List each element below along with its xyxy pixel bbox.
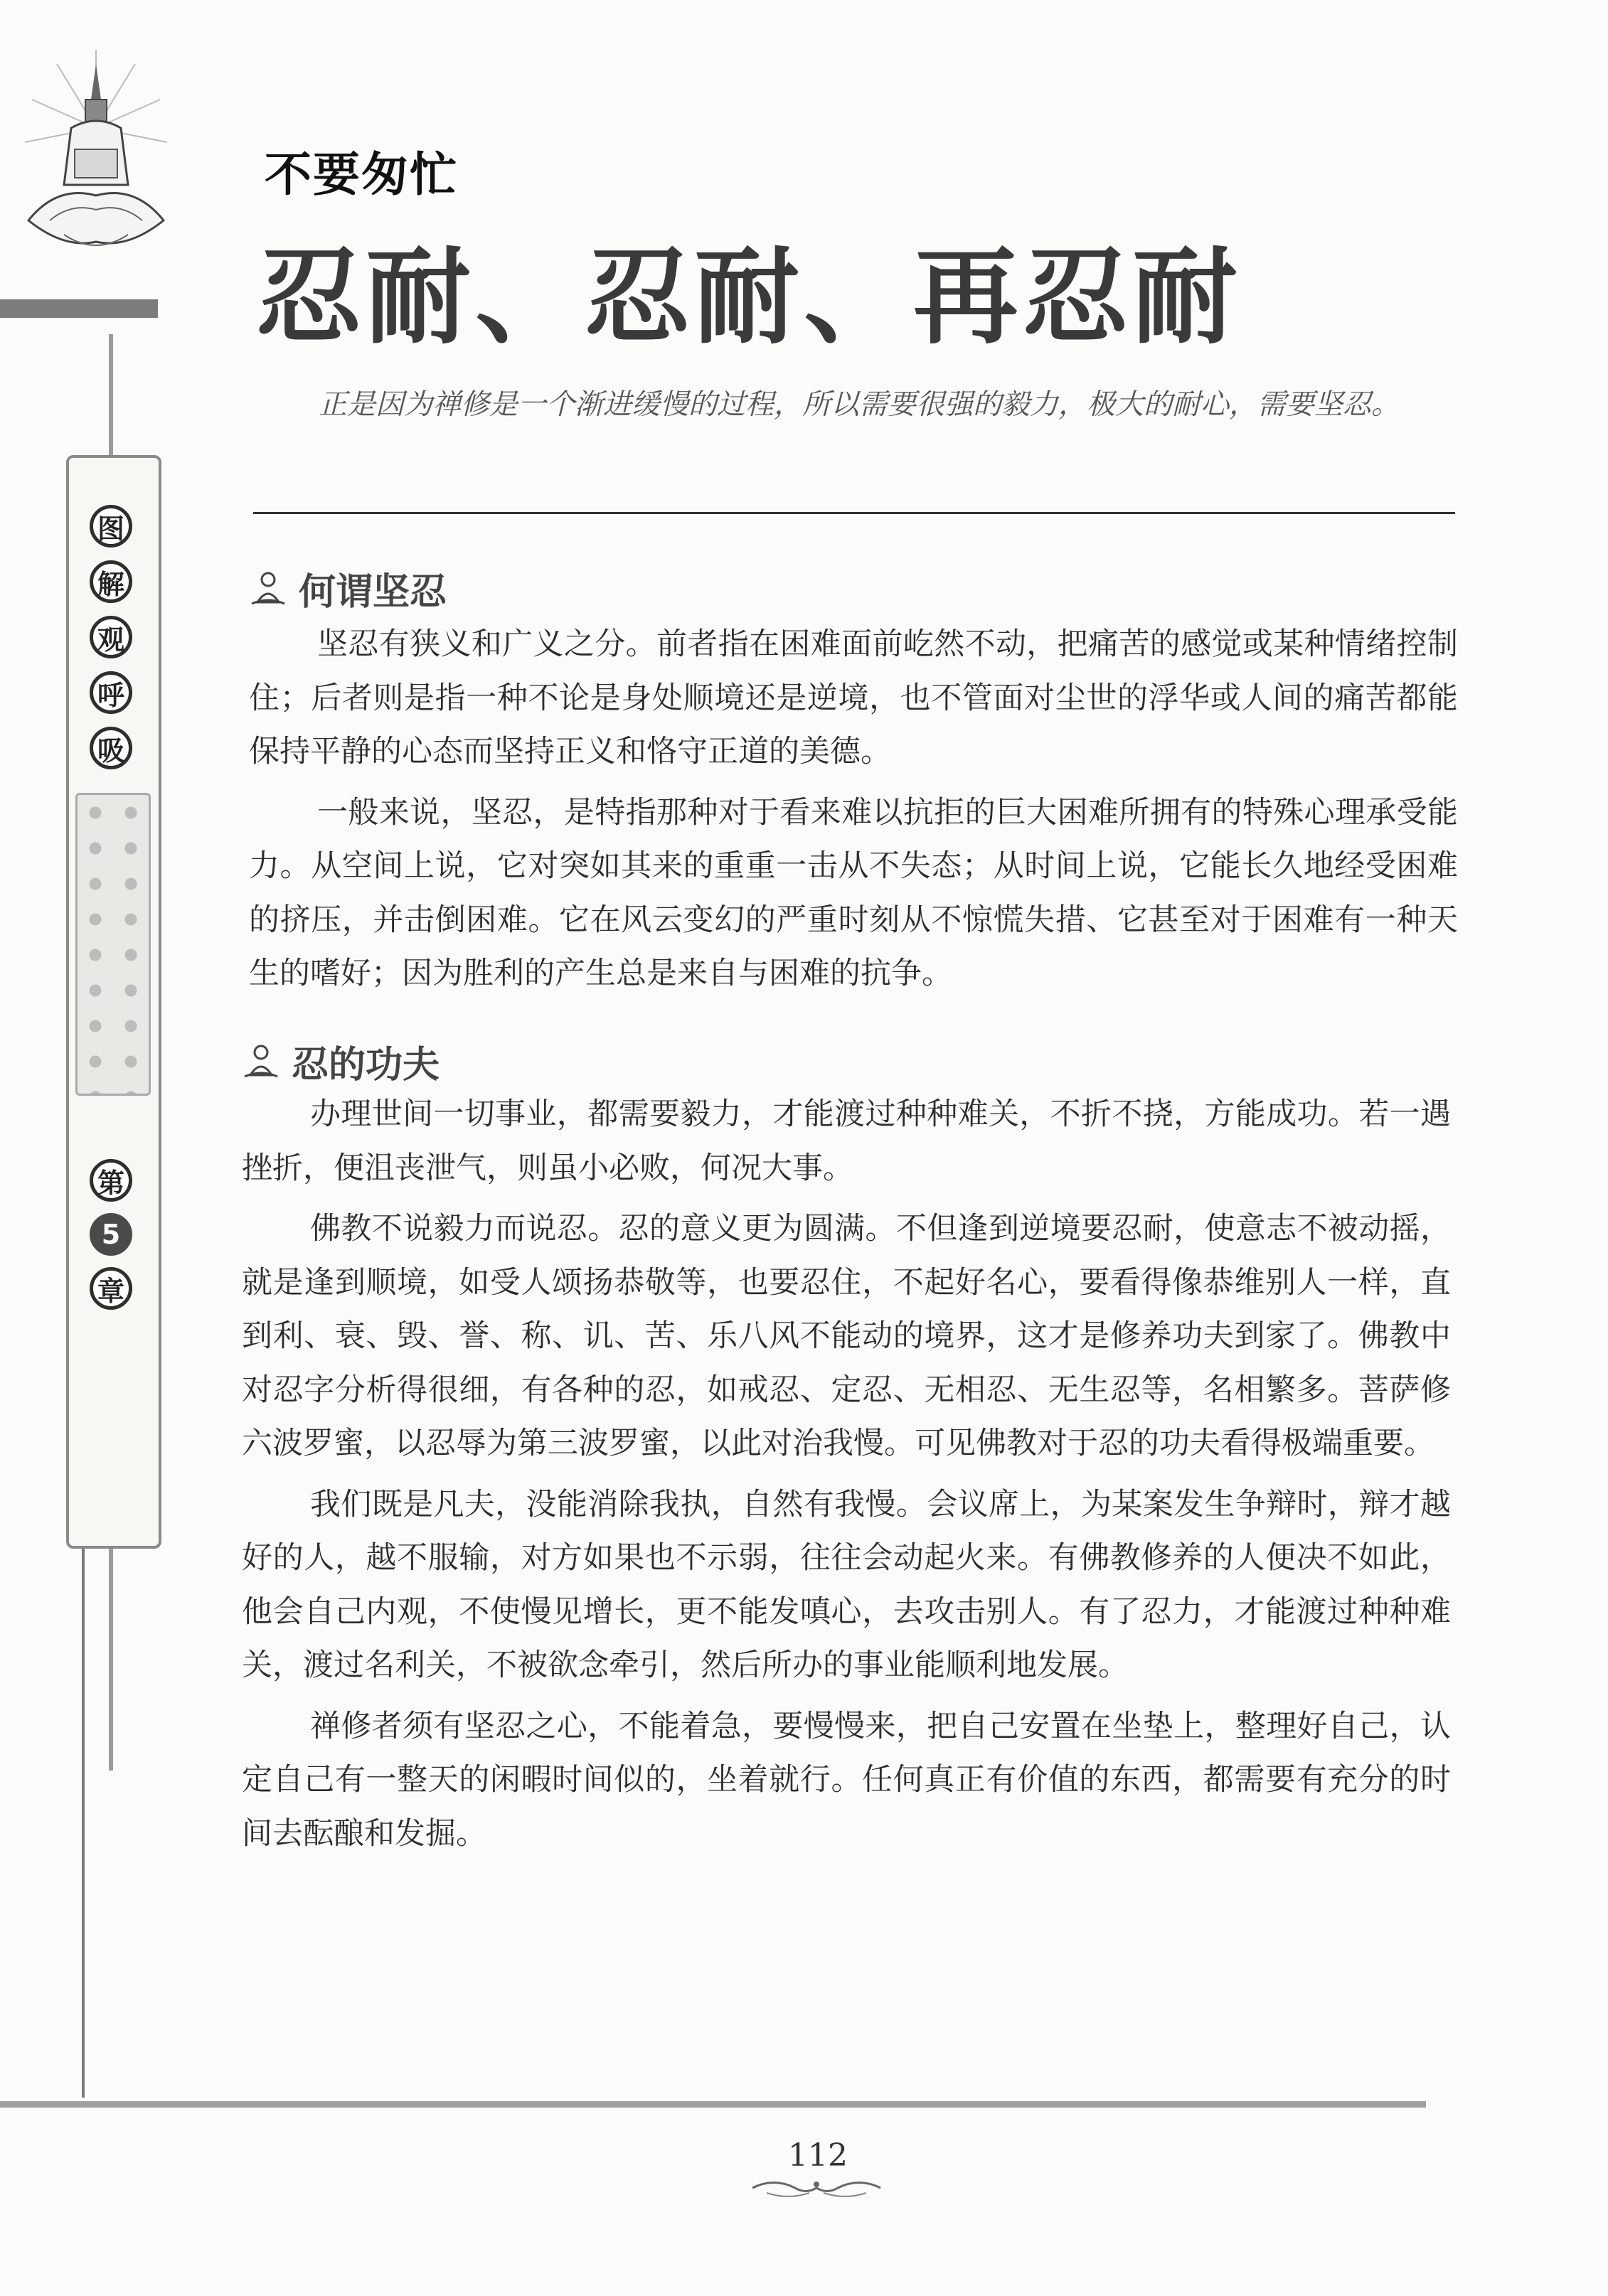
footer-ornament [745, 2176, 888, 2200]
paragraph: 佛教不说毅力而说忍。忍的意义更为圆满。不但逢到逆境要忍耐，使意志不被动摇，就是逢到顺境，如受人颂扬恭敬等，也要忍住，不起好名心，要看得像恭维别人一样，直到利、衰、毁、誉、称、讥、苦、乐八风不能动的境界，这才是修养功夫到家了。佛教中对忍字分析得很细，有各种的忍，如戒忍、定忍、无相忍、无生忍等，名相繁多。菩萨修六波罗蜜，以忍辱为第三波罗蜜，以此对治我慢。可见佛教对于忍的功夫看得极端重要。 [242, 1211, 1451, 1461]
divider [253, 512, 1455, 514]
page-title: 忍耐、忍耐、再忍耐 [256, 236, 1242, 358]
chapter-number: 5 [90, 1213, 132, 1256]
paragraph: 办理世间一切事业，都需要毅力，才能渡过种种难关，不折不挠，方能成功。若一遇挫折，便沮丧泄气，则虽小必败，何况大事。 [242, 1096, 1451, 1186]
chapter-char: 章 [90, 1267, 132, 1310]
book-title-vertical [90, 505, 132, 769]
top-left-bar [0, 299, 158, 318]
book-char: 呼 [90, 671, 132, 714]
section-what-is-endurance [249, 562, 1458, 1001]
paragraph: 坚忍有狭义和广义之分。前者指在困难面前屹然不动，把痛苦的感觉或某种情绪控制住；后者则是指一种不论是身处顺境还是逆境，也不管面对尘世的浮华或人间的痛苦都能保持平静的心态而坚持正义和恪守正道的美德。 [249, 626, 1458, 769]
page-number: 112 [788, 2137, 848, 2174]
book-char: 观 [90, 616, 132, 658]
section-heading [242, 1035, 1451, 1088]
subtitle: 不要匆忙 [265, 147, 458, 202]
section-heading-text: 何谓坚忍 [299, 570, 447, 614]
section-heading-text: 忍的功夫 [292, 1043, 440, 1086]
book-char: 解 [90, 560, 132, 603]
meditating-figure-icon [249, 570, 287, 608]
stupa-lotus-emblem [14, 43, 178, 277]
section-heading [249, 562, 1458, 615]
paragraph: 我们既是凡夫，没能消除我执，自然有我慢。会议席上，为某案发生争辩时，辩才越好的人，越不服输，对方如果也不示弱，往往会动起火来。有佛教修养的人便决不如此，他会自己内观，不使慢见增长，更不能发嗔心，去攻击别人。有了忍力，才能渡过种种难关，渡过名利关，不被欲念牵引，然后所办的事业能顺利地发展。 [242, 1486, 1451, 1683]
intro-text: 正是因为禅修是一个渐进缓慢的过程，所以需要很强的毅力，极大的耐心，需要坚忍。 [319, 388, 1400, 421]
footer-rule [0, 2101, 1426, 2108]
meditating-figure-icon [242, 1042, 280, 1081]
paragraph: 禅修者须有坚忍之心，不能着急，要慢慢来，把自己安置在坐垫上，整理好自己，认定自己有一整天的闲暇时间似的，坐着就行。任何真正有价值的东西，都需要有充分的时间去酝酿和发掘。 [242, 1708, 1451, 1852]
chapter-label-vertical [90, 1159, 132, 1310]
book-char: 图 [90, 505, 132, 548]
paragraph: 一般来说，坚忍，是特指那种对于看来难以抗拒的巨大困难所拥有的特殊心理承受能力。从空间上说，它对突如其来的重重一击从不失态；从时间上说，它能长久地经受困难的挤压，并击倒困难。它在风云变幻的严重时刻从不惊慌失措、它甚至对于困难有一种天生的嗜好；因为胜利的产生总是来自与困难的抗争。 [249, 794, 1458, 991]
book-char: 吸 [90, 727, 132, 769]
banner-pattern [75, 793, 151, 1096]
chapter-char: 第 [90, 1159, 132, 1202]
section-art-of-forbearance [242, 1035, 1451, 1861]
